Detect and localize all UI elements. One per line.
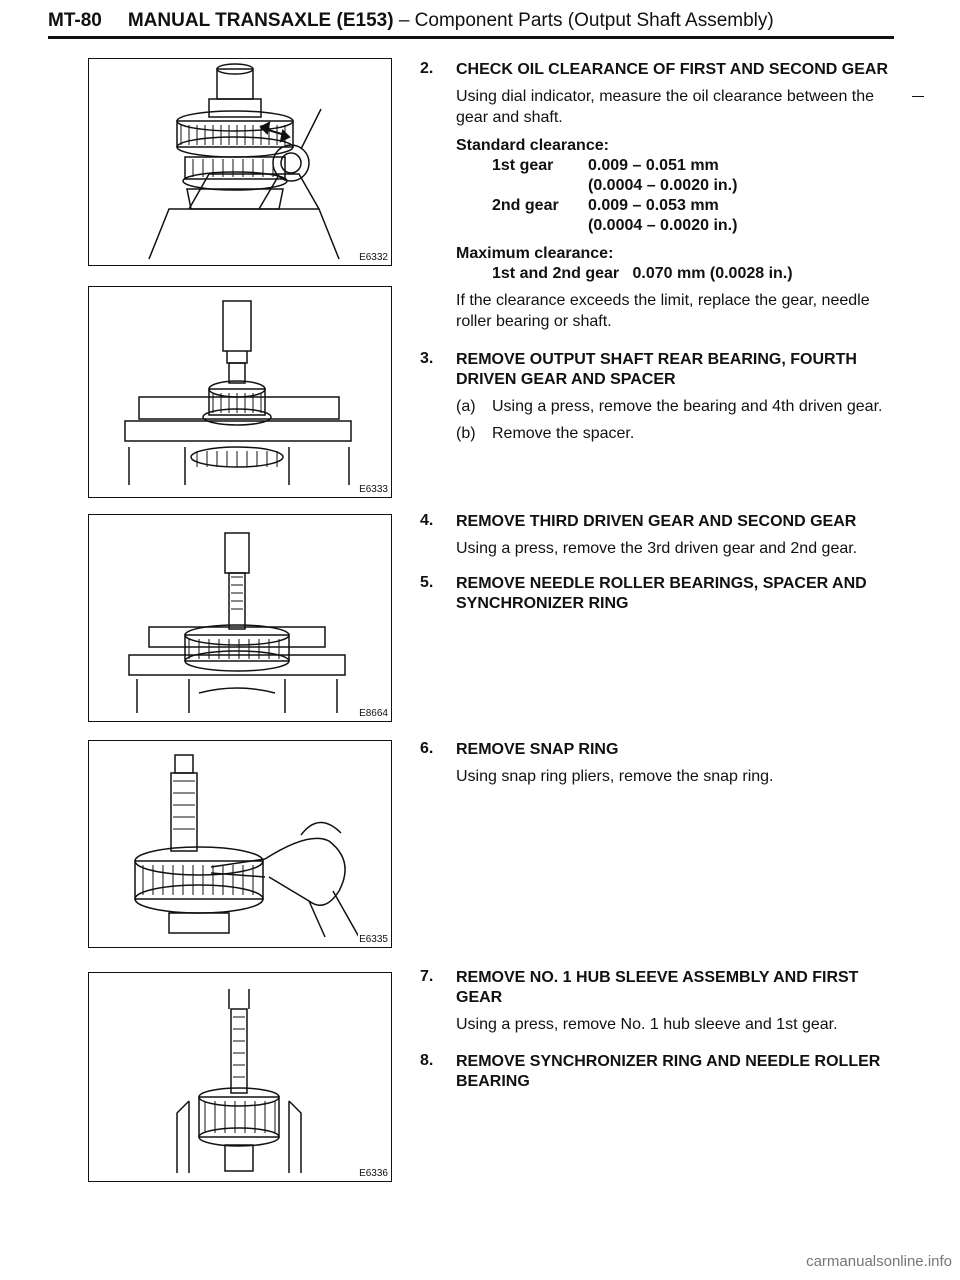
figure-snap-ring — [88, 740, 392, 948]
margin-mark — [912, 96, 924, 97]
standard-clearance-spec — [456, 136, 900, 236]
step-heading: CHECK OIL CLEARANCE OF FIRST AND SECOND GEAR — [456, 61, 889, 78]
step-heading: REMOVE NO. 1 HUB SLEEVE ASSEMBLY AND FIRST GEAR — [456, 969, 859, 1006]
step-text: Using dial indicator, measure the oil clearance between the gear and shaft. — [456, 88, 875, 126]
illustration-press-hub-sleeve — [89, 973, 391, 1181]
step-text: Using a press, remove No. 1 hub sleeve and 1st gear. — [456, 1016, 838, 1033]
maximum-clearance-spec — [456, 244, 900, 284]
sub-step-b — [456, 423, 900, 444]
sub-step-label: (a) — [456, 398, 476, 415]
figure-press-bearing — [88, 286, 392, 498]
page-subtitle: – Component Parts (Output Shaft Assembly) — [398, 10, 774, 31]
step-heading: REMOVE THIRD DRIVEN GEAR AND SECOND GEAR — [456, 513, 857, 530]
page-header — [48, 6, 894, 39]
step-text: Using snap ring pliers, remove the snap ring. — [456, 768, 774, 785]
maximum-clearance-label: Maximum clearance: — [456, 245, 614, 262]
illustration-press-bearing — [89, 287, 391, 497]
figure-dial-indicator — [88, 58, 392, 266]
page-code: MT-80 — [48, 10, 102, 31]
step-8 — [420, 1052, 900, 1092]
figure-id: E6335 — [359, 934, 388, 945]
figure-id: E6332 — [359, 252, 388, 263]
step-heading: REMOVE NEEDLE ROLLER BEARINGS, SPACER AND SYNCHRONIZER RING — [456, 575, 867, 612]
illustration-snap-ring — [89, 741, 391, 947]
page-title: MANUAL TRANSAXLE (E153) — [127, 10, 394, 31]
watermark: carmanualsonline.info — [806, 1253, 952, 1270]
step-number: 3. — [420, 350, 434, 367]
first-gear-label: 1st gear — [492, 157, 554, 174]
step-text: Using a press, remove the 3rd driven gear and 2nd gear. — [456, 540, 858, 557]
sub-step-text: Using a press, remove the bearing and 4th driven gear. — [492, 398, 883, 415]
step-number: 5. — [420, 574, 434, 591]
step-heading: REMOVE OUTPUT SHAFT REAR BEARING, FOURTH DRIVEN GEAR AND SPACER — [456, 351, 857, 388]
second-gear-in: (0.0004 – 0.0020 in.) — [588, 217, 738, 234]
step-4 — [420, 512, 900, 559]
step-heading: REMOVE SNAP RING — [456, 741, 619, 758]
figure-press-hub-sleeve — [88, 972, 392, 1182]
sub-step-label: (b) — [456, 425, 476, 442]
step-6 — [420, 740, 900, 787]
step-number: 8. — [420, 1052, 434, 1069]
figure-id: E6333 — [359, 484, 388, 495]
sub-step-a — [456, 396, 900, 417]
first-gear-in: (0.0004 – 0.0020 in.) — [588, 177, 738, 194]
step-7 — [420, 968, 900, 1035]
sub-step-text: Remove the spacer. — [492, 425, 635, 442]
step-heading: REMOVE SYNCHRONIZER RING AND NEEDLE ROLLER BEARING — [456, 1053, 881, 1090]
step-5 — [420, 574, 900, 614]
step-note: If the clearance exceeds the limit, replace the gear, needle roller bearing or shaft. — [456, 292, 870, 330]
illustration-press-third-gear — [89, 515, 391, 721]
maximum-clearance-value: 1st and 2nd gear 0.070 mm (0.0028 in.) — [492, 265, 793, 282]
step-number: 4. — [420, 512, 434, 529]
first-gear-mm: 0.009 – 0.051 mm — [588, 157, 719, 174]
step-number: 7. — [420, 968, 434, 985]
second-gear-label: 2nd gear — [492, 197, 559, 214]
illustration-dial-indicator — [89, 59, 391, 265]
step-number: 6. — [420, 740, 434, 757]
step-3 — [420, 350, 900, 444]
figure-id: E8664 — [359, 708, 388, 719]
step-number: 2. — [420, 60, 434, 77]
step-2 — [420, 60, 900, 332]
figure-id: E6336 — [359, 1168, 388, 1179]
second-gear-mm: 0.009 – 0.053 mm — [588, 197, 719, 214]
standard-clearance-label: Standard clearance: — [456, 137, 609, 154]
figure-press-third-gear — [88, 514, 392, 722]
